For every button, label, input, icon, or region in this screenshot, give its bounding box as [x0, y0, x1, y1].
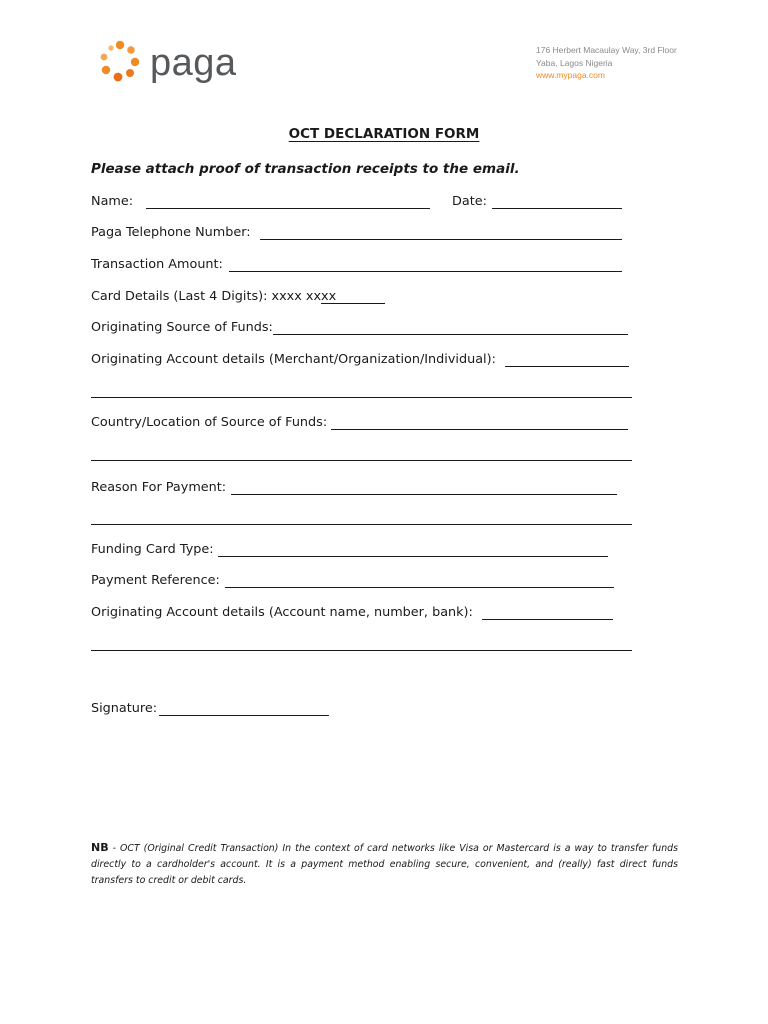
- card-type-label: Funding Card Type:: [91, 542, 214, 557]
- reference-field[interactable]: [225, 587, 614, 588]
- reference-row: [91, 572, 632, 592]
- amount-field[interactable]: [229, 271, 622, 272]
- website-link[interactable]: www.mypaga.com: [536, 70, 605, 80]
- paga-logo: [98, 40, 258, 86]
- address-line-2: Yaba, Lagos Nigeria: [536, 57, 613, 68]
- account-details-extra-line[interactable]: [91, 397, 632, 398]
- form-title: OCT DECLARATION FORM: [288, 126, 480, 142]
- reason-row: [91, 479, 632, 499]
- account-bank-field[interactable]: [482, 619, 613, 620]
- company-address: [536, 44, 677, 82]
- source-funds-field[interactable]: [273, 334, 628, 335]
- address-line-1: 176 Herbert Macaulay Way, 3rd Floor: [536, 45, 677, 55]
- account-details-row: [91, 351, 632, 371]
- amount-label: Transaction Amount:: [91, 257, 223, 272]
- signature-row: [91, 700, 391, 720]
- signature-field[interactable]: [159, 715, 329, 716]
- telephone-field[interactable]: [260, 239, 622, 240]
- country-extra-line[interactable]: [91, 460, 632, 461]
- name-date-row: [91, 193, 632, 213]
- name-label: Name:: [91, 194, 134, 209]
- brand-name: paga: [150, 42, 237, 84]
- card-type-field[interactable]: [218, 556, 608, 557]
- card-digits-field[interactable]: [321, 303, 385, 304]
- reference-label: Payment Reference:: [91, 573, 220, 588]
- account-bank-row: [91, 604, 632, 624]
- form-instruction: Please attach proof of transaction receipts to the email.: [91, 161, 520, 177]
- account-bank-label: Originating Account details (Account name, number, bank):: [91, 605, 473, 620]
- reason-label: Reason For Payment:: [91, 480, 227, 495]
- amount-row: [91, 256, 632, 276]
- telephone-row: [91, 224, 632, 244]
- card-details-row: [91, 288, 632, 308]
- date-field[interactable]: [492, 208, 622, 209]
- account-details-field[interactable]: [505, 366, 629, 367]
- name-field[interactable]: [146, 208, 430, 209]
- account-details-label: Originating Account details (Merchant/Organization/Individual):: [91, 352, 496, 367]
- footnote: [91, 840, 678, 889]
- footnote-text: - OCT (Original Credit Transaction) In the context of card networks like Visa or Mastercard is a way to transfer funds directly to a cardholder's account. It is a payment method enabling secure, convenient, and (really) fast direct funds transfers to credit or debit cards.: [91, 843, 678, 886]
- source-funds-row: [91, 319, 632, 339]
- country-row: [91, 414, 632, 434]
- card-type-row: [91, 541, 632, 561]
- reason-extra-line[interactable]: [91, 524, 632, 525]
- telephone-label: Paga Telephone Number:: [91, 225, 251, 240]
- reason-field[interactable]: [231, 494, 617, 495]
- account-bank-extra-line[interactable]: [91, 650, 632, 651]
- card-details-label: Card Details (Last 4 Digits): xxxx xxxx: [91, 289, 337, 304]
- country-field[interactable]: [331, 429, 628, 430]
- date-label: Date:: [452, 194, 487, 209]
- country-label: Country/Location of Source of Funds:: [91, 415, 328, 430]
- paga-dots-icon: [98, 40, 144, 86]
- signature-label: Signature:: [91, 701, 158, 716]
- source-funds-label: Originating Source of Funds:: [91, 320, 273, 335]
- footnote-label: NB: [91, 841, 109, 854]
